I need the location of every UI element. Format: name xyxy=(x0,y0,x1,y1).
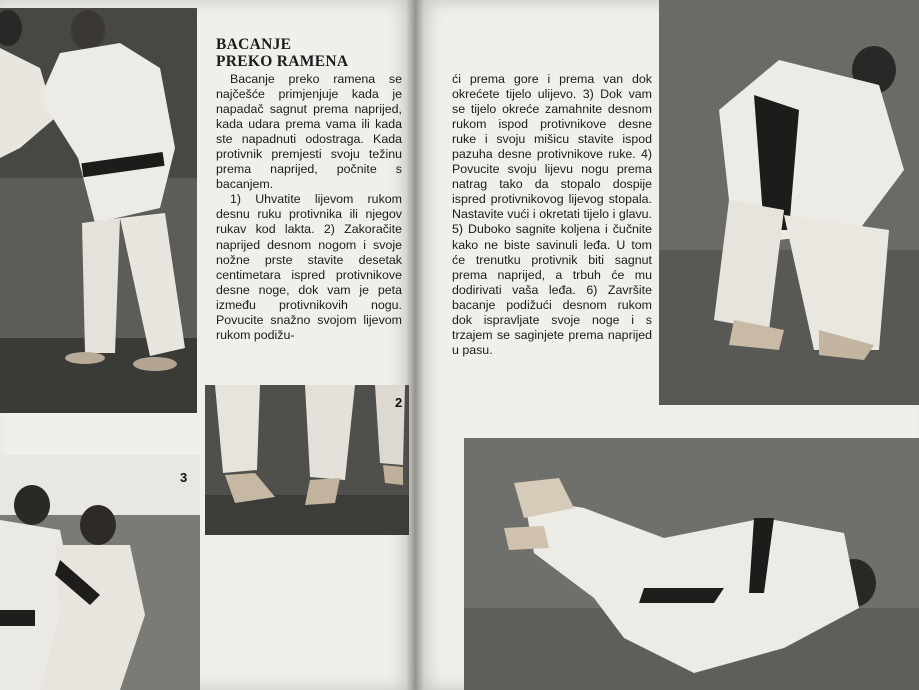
photo-judo-grip-standing-image xyxy=(0,8,197,413)
left-text-column xyxy=(216,36,402,343)
left-paragraph-steps: 1) Uhvatite lijevom rukom desnu ruku protivnika ili njegov rukav kod lakta. 2) Zakoračite naprijed desnom nogom i svoje nožne prste stavite desetak centimetara ispred protivnikove desne noge, dok vam je peta između protivnikovih nogu. Povucite snažno svojom lijevom rukom podižu- xyxy=(216,192,402,342)
left-page xyxy=(0,0,414,690)
right-page xyxy=(414,0,919,690)
photo-judo-hip-turn-image xyxy=(659,0,919,405)
section-heading xyxy=(216,36,402,70)
photo-judo-shoulder-entry-image xyxy=(0,455,200,690)
photo-judo-throw-finish xyxy=(464,438,919,690)
photo-judo-hip-turn xyxy=(659,0,919,405)
section-heading-line1: BACANJE xyxy=(216,36,292,53)
photo-judo-footwork xyxy=(205,385,409,535)
left-paragraph-intro: Bacanje preko ramena se najčešće primjenjuje kada je napadač sagnut prema naprijed, kada udara prema vama ili kada ste napadnuti odostraga. Kada protivnik premjesti svoju težinu prema naprijed, počnite s bacanjem. xyxy=(216,72,402,192)
photo-judo-shoulder-entry xyxy=(0,455,200,690)
photo-judo-footwork-image xyxy=(205,385,409,535)
figure-number-3: 3 xyxy=(180,470,188,485)
figure-number-2: 2 xyxy=(395,395,403,410)
right-text-column xyxy=(452,72,652,358)
photo-judo-grip-standing xyxy=(0,8,197,413)
right-paragraph-steps: ći prema gore i prema van dok okrećete tijelo ulijevo. 3) Dok vam se tijelo okreće zamahnite desnom rukom ispod protivnikove desne ruke i svoju mišicu stavite ispod pazuha desne protivnikove ruke. 4) Povucite svoju lijevu nogu prema natrag tako da stopalo dospije ispred protivnikovog lijevog stopala. Nastavite vući i okretati tijelo i glavu. 5) Duboko sagnite koljena i čučnite kako ne biste savinuli leđa. U tom će trenutku protivnik biti sagnut prema naprijed, a trbuh će mu dodirivati vaša leđa. 6) Završite bacanje podižući desnom rukom dok ispravljate svoje noge i s trzajem se saginjete prema naprijed u pasu. xyxy=(452,72,652,357)
photo-judo-throw-finish-image xyxy=(464,438,919,690)
section-heading-line2: PREKO RAMENA xyxy=(216,53,349,70)
book-gutter xyxy=(406,0,424,690)
